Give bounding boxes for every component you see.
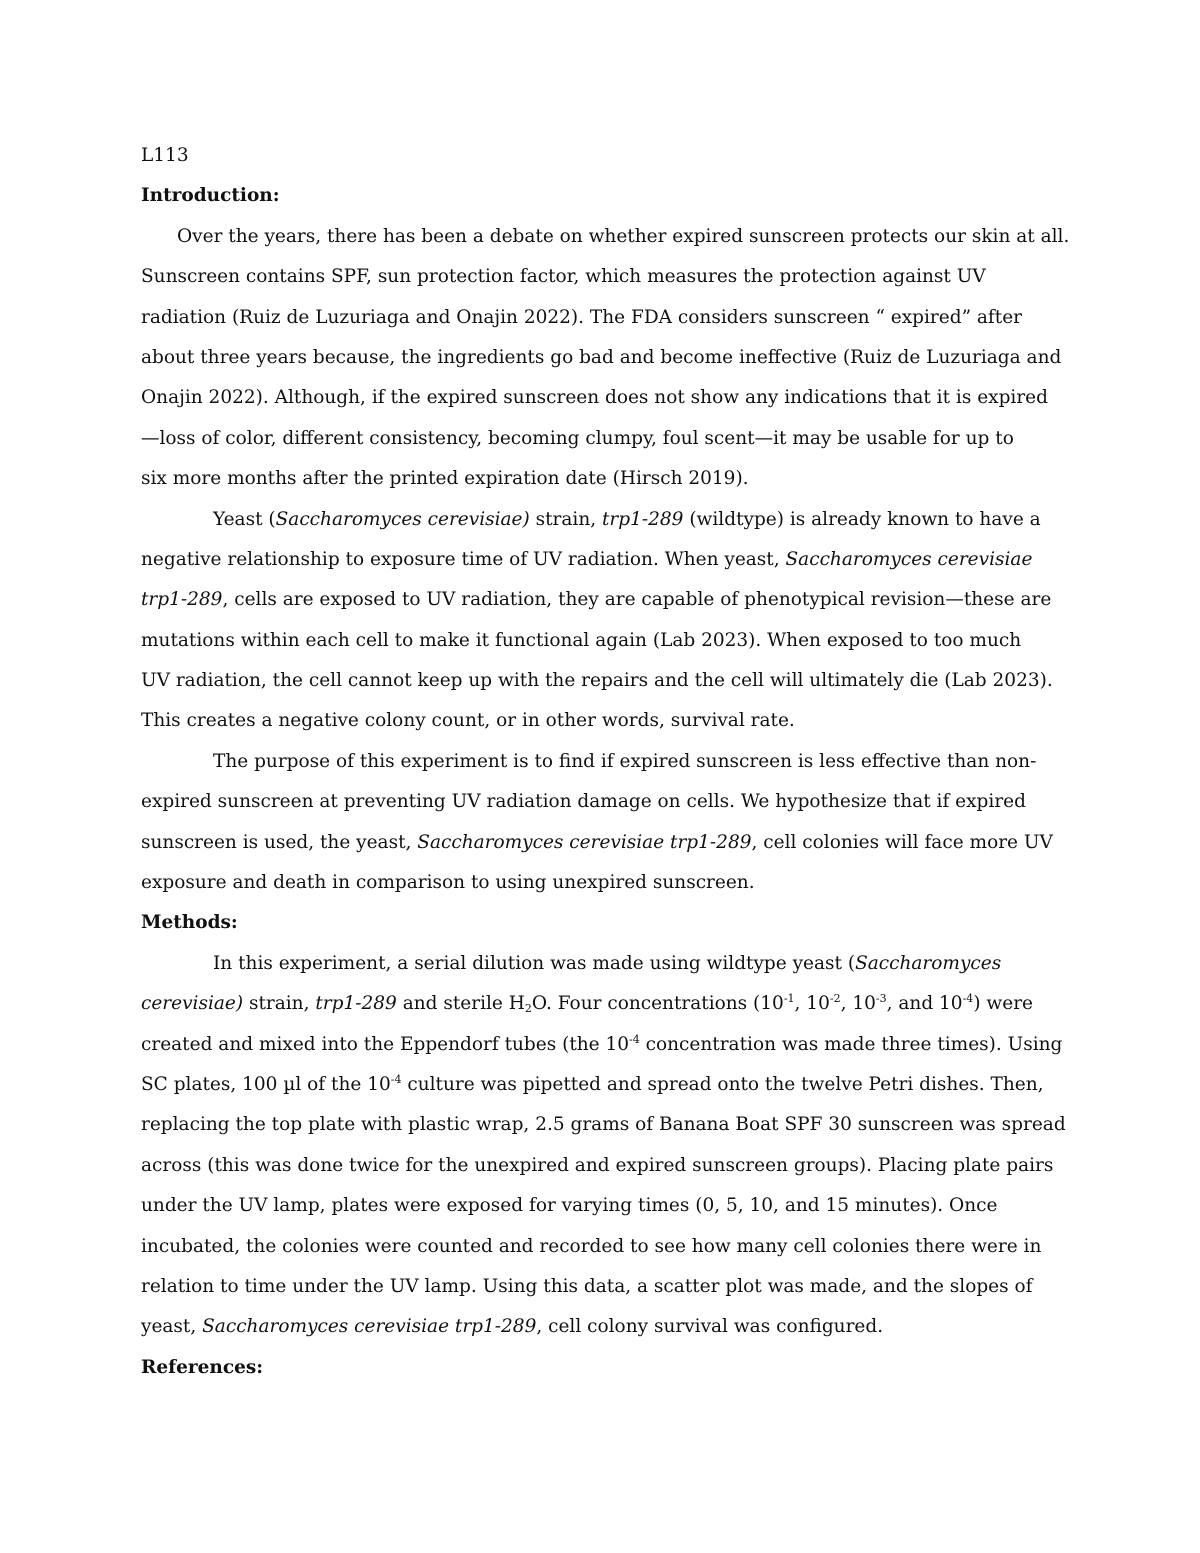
methods-line-9: relation to time under the UV lamp. Using this data, a scatter plot was made, and the slopes of [141,1275,1033,1297]
intro-p1-line-7: six more months after the printed expiration date (Hirsch 2019). [141,468,749,490]
intro-p1-line-1: Over the years, there has been a debate on whether expired sunscreen protects our skin at all. [177,225,1070,247]
methods-line-1: In this experiment, a serial dilution was made using wildtype yeast (Saccharomyces [213,952,1002,974]
methods-line-8: incubated, the colonies were counted and recorded to see how many cell colonies there were in [141,1235,1042,1257]
methods-line-4: SC plates, 100 µl of the $10^{-4}$ culture was pipetted and spread onto the twelve Petri dishes. Then, [141,1072,1044,1095]
introduction-heading: Introduction: [141,185,280,207]
intro-p2-line-3: trp1-289, cells are exposed to UV radiation, they are capable of phenotypical revision—these are [141,589,1052,611]
intro-p1-line-3: radiation (Ruiz de Luzuriaga and Onajin 2022). The FDA considers sunscreen “ expired” after [141,306,1023,328]
intro-p1-line-4: about three years because, the ingredients go bad and become ineffective (Ruiz de Luzuriaga and [141,346,1062,368]
references-heading: References: [141,1356,264,1378]
methods-line-3: created and mixed into the Eppendorf tubes (the $10^{-4}$ concentration was made three times). Using [141,1032,1063,1055]
intro-p2-line-4: mutations within each cell to make it functional again (Lab 2023). When exposed to too much [141,629,1022,651]
methods-heading: Methods: [141,912,238,934]
intro-p2-line-6: This creates a negative colony count, or in other words, survival rate. [141,710,795,732]
intro-p3-line-2: expired sunscreen at preventing UV radiation damage on cells. We hypothesize that if expired [141,791,1026,813]
intro-p2-line-1: Yeast (Saccharomyces cerevisiae) strain, trp1-289 (wildtype) is already known to have a [213,508,1041,530]
header-code: L113 [141,145,189,166]
intro-p3-line-1: The purpose of this experiment is to find if expired sunscreen is less effective than non- [213,750,1037,772]
intro-p3-line-3: sunscreen is used, the yeast, Saccharomyces cerevisiae trp1-289, cell colonies will face more UV [141,831,1053,853]
methods-line-6: across (this was done twice for the unexpired and expired sunscreen groups). Placing plate pairs [141,1154,1054,1176]
intro-p3-line-4: exposure and death in comparison to using unexpired sunscreen. [141,872,755,894]
document-page [141,136,1071,1388]
methods-line-2: cerevisiae) strain, trp1-289 and sterile $H_2O$. Four concentrations ($10^{-1}$, $10^{-2}$, $10^{-3}$, and $10^{-4}$) were [141,992,1033,1016]
intro-p1-line-6: —loss of color, different consistency, becoming clumpy, foul scent—it may be usable for up to [141,427,1014,449]
methods-line-7: under the UV lamp, plates were exposed for varying times (0, 5, 10, and 15 minutes). Once [141,1195,998,1217]
intro-p2-line-5: UV radiation, the cell cannot keep up with the repairs and the cell will ultimately die (Lab 2023). [141,670,1053,692]
intro-p1-line-2: Sunscreen contains SPF, sun protection factor, which measures the protection against UV [141,266,986,288]
intro-p1-line-5: Onajin 2022). Although, if the expired sunscreen does not show any indications that it is expired [141,387,1048,409]
methods-line-10: yeast, Saccharomyces cerevisiae trp1-289, cell colony survival was configured. [141,1316,884,1338]
intro-p2-line-2: negative relationship to exposure time of UV radiation. When yeast, Saccharomyces cerevisiae [141,548,1033,570]
methods-line-5: replacing the top plate with plastic wrap, 2.5 grams of Banana Boat SPF 30 sunscreen was spread [141,1114,1066,1136]
